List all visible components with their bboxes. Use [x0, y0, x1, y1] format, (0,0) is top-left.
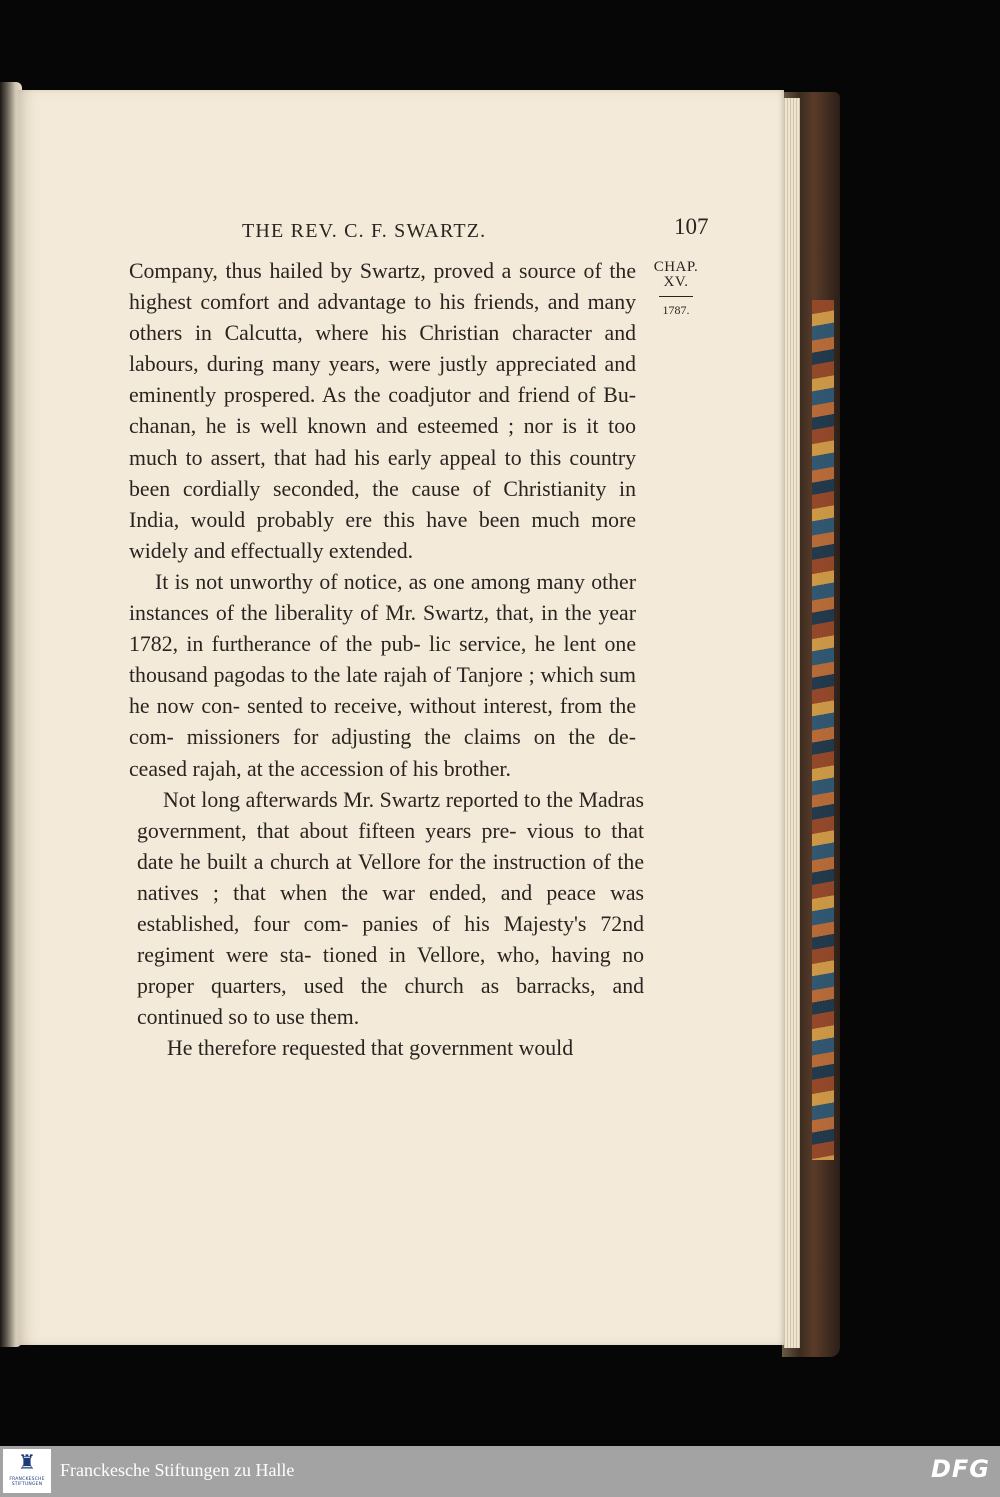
- institution-logo[interactable]: [3, 1449, 51, 1493]
- body-text: [129, 256, 644, 1064]
- institution-name[interactable]: Franckesche Stiftungen zu Halle: [60, 1460, 295, 1480]
- paragraph: He therefore requested that government would: [167, 1036, 574, 1061]
- footer-bar: [0, 1446, 1000, 1497]
- paragraph: Not long afterwards Mr. Swartz reported to the Madras government, that about fifteen years pre- vious to that date he built a church at Vellore for the instruction of the natives ; that when the war ended, and peace was established, four com- panies of his Majesty's 72nd regiment were sta- tioned in Vellore, who, having no proper quarters, used the church as barracks, and continued so to use them.: [137, 787, 644, 1030]
- margin-rule: [659, 296, 693, 297]
- page-number: 107: [674, 214, 709, 239]
- chapter-label: CHAP.: [653, 259, 699, 275]
- chapter-number: XV.: [663, 274, 689, 290]
- running-head: THE REV. C. F. SWARTZ.: [242, 220, 487, 242]
- building-icon: ♜: [18, 1452, 36, 1474]
- margin-note: [644, 260, 708, 318]
- page-block-edges: [784, 98, 800, 1348]
- logo-text: FRANCKESCHE STIFTUNGEN: [9, 1477, 45, 1487]
- marbled-edge: [812, 300, 834, 1160]
- margin-year: 1787.: [662, 303, 690, 317]
- paragraph: It is not unworthy of notice, as one among many other instances of the liberality of Mr. Swartz, that, in the year 1782, in furtherance of the pub- lic service, he lent one thousand pagodas to the late rajah of Tanjore ; which sum he now con- sented to receive, without interest, from the com- missioners for adjusting the claims on the de- ceased rajah, at the accession of his brother.: [129, 569, 636, 781]
- dfg-logo[interactable]: DFG: [930, 1455, 990, 1483]
- paragraph: Company, thus hailed by Swartz, proved a source of the highest comfort and advantage to his friends, and many others in Calcutta, where his Christian character and labours, during many years, were justly appreciated and eminently prospered. As the coadjutor and friend of Bu- chanan, he is well known and esteemed ; nor is it too much to assert, that had his early appeal to this country been cordially seconded, the cause of Christianity in India, would probably ere this have been much more widely and effectually extended.: [129, 259, 636, 563]
- book-page: [18, 90, 784, 1345]
